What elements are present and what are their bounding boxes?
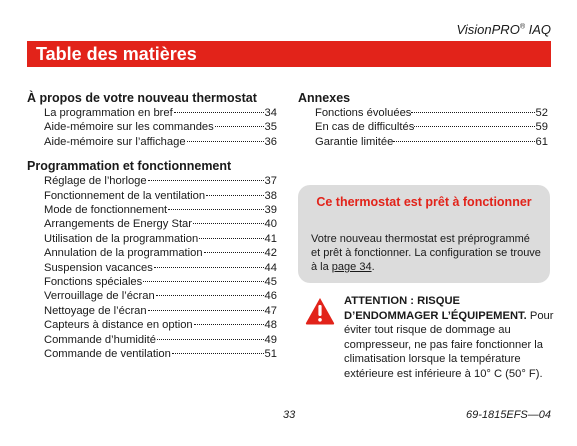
toc-entry-label: Réglage de l’horloge [44, 175, 147, 188]
toc-entry-page: 47 [264, 304, 277, 317]
toc-entry[interactable] [44, 189, 277, 203]
toc-entry-page: 59 [535, 121, 548, 134]
notice-body: Votre nouveau thermostat est préprogrammé et prêt à fonctionner. La configuration se trouve à la page 34. [311, 233, 541, 273]
toc-entry-page: 41 [264, 232, 277, 245]
toc-leader-dots [156, 295, 264, 296]
warning-text [344, 294, 554, 382]
toc-leader-dots [157, 339, 264, 340]
toc-entry[interactable] [44, 275, 277, 289]
toc-entry[interactable] [44, 106, 277, 120]
toc-leader-dots [154, 267, 264, 268]
toc-entry[interactable] [315, 120, 548, 134]
brand-header: VisionPRO® IAQ [456, 22, 551, 37]
ready-notice-box [298, 185, 550, 283]
toc-leader-dots [143, 281, 263, 282]
title-bar [27, 41, 551, 67]
toc-entry-label: Capteurs à distance en option [44, 319, 193, 332]
toc-entry[interactable] [315, 106, 548, 120]
toc-leader-dots [148, 310, 264, 311]
toc-entry-label: Aide-mémoire sur les commandes [44, 121, 214, 134]
toc-leader-dots [194, 324, 264, 325]
toc-entry[interactable] [44, 135, 277, 149]
toc-section-heading: À propos de votre nouveau thermostat [27, 91, 257, 105]
toc-entry-page: 39 [264, 204, 277, 217]
document-number: 69-1815EFS—04 [466, 409, 551, 421]
toc-leader-dots [148, 180, 264, 181]
toc-entry-label: Suspension vacances [44, 261, 153, 274]
toc-entry-label: Commande de ventilation [44, 348, 171, 361]
toc-entry[interactable] [44, 333, 277, 347]
toc-section-heading: Programmation et fonctionnement [27, 159, 232, 174]
toc-entry-label: Mode de fonctionnement [44, 204, 168, 217]
toc-entry[interactable] [44, 120, 277, 134]
warning-heading: ATTENTION : RISQUE D’ENDOMMAGER L’ÉQUIPEMENT. [344, 295, 527, 322]
toc-list [298, 106, 548, 149]
toc-leader-dots [411, 112, 534, 113]
toc-entry-label: Garantie limitée [315, 135, 394, 148]
toc-leader-dots [206, 195, 263, 196]
toc-entry-page: 44 [264, 261, 277, 274]
toc-entry[interactable] [44, 289, 277, 303]
toc-entry-page: 46 [264, 290, 277, 303]
toc-entry-label: Annulation de la programmation [44, 247, 203, 260]
toc-entry-page: 51 [264, 348, 277, 361]
toc-entry[interactable] [315, 135, 548, 149]
toc-entry-label: Nettoyage de l’écran [44, 304, 147, 317]
toc-entry-label: Commande d’humidité [44, 333, 156, 346]
toc-leader-dots [215, 126, 264, 127]
toc-entry[interactable] [44, 261, 277, 275]
toc-entry[interactable] [44, 174, 277, 188]
toc-leader-dots [168, 209, 263, 210]
toc-entry-label: Utilisation de la programmation [44, 232, 199, 245]
toc-entry-label: Fonctions évoluées [315, 107, 412, 119]
toc-entry-page: 34 [264, 107, 277, 119]
toc-entry-page: 42 [264, 247, 277, 260]
toc-section-heading: Annexes [298, 91, 351, 105]
toc-leader-dots [204, 252, 264, 253]
toc-entry-page: 52 [535, 107, 548, 119]
page-number: 33 [283, 409, 296, 421]
toc-entry[interactable] [44, 304, 277, 318]
toc-entry-label: Aide-mémoire sur l’affichage [44, 135, 186, 148]
toc-entry-page: 40 [264, 218, 277, 231]
toc-entry-label: Fonctions spéciales [44, 276, 143, 289]
toc-leader-dots [187, 141, 264, 142]
toc-leader-dots [414, 126, 534, 127]
toc-entry[interactable] [44, 318, 277, 332]
toc-entry-label: En cas de difficultés [315, 121, 415, 134]
toc-leader-dots [174, 112, 264, 113]
toc-leader-dots [172, 353, 264, 354]
toc-list [27, 106, 277, 149]
toc-list [27, 174, 277, 361]
toc-entry-page: 49 [264, 333, 277, 346]
toc-entry[interactable] [44, 217, 277, 231]
page-title: Table des matières [36, 44, 197, 64]
toc-entry[interactable] [44, 203, 277, 217]
toc-entry-label: Verrouillage de l’écran [44, 290, 155, 303]
warning-triangle-icon [305, 297, 335, 325]
toc-leader-dots [199, 238, 263, 239]
toc-right-column [298, 90, 548, 158]
toc-entry-page: 37 [264, 175, 277, 188]
toc-entry-page: 48 [264, 319, 277, 332]
toc-entry-page: 35 [264, 121, 277, 134]
toc-entry-label: La programmation en bref [44, 107, 173, 119]
toc-entry-page: 45 [264, 276, 277, 289]
toc-entry-page: 36 [264, 135, 277, 148]
toc-entry[interactable] [44, 347, 277, 361]
toc-entry[interactable] [44, 232, 277, 246]
toc-entry-page: 38 [264, 189, 277, 202]
toc-leader-dots [393, 141, 534, 142]
toc-leader-dots [193, 223, 264, 224]
toc-left-column [27, 90, 277, 371]
warning-body: Pour éviter tout risque de dommage au compresseur, ne pas faire fonctionner la climatisation lorsque la température extérieure est inférieure à 10° C (50° F). [344, 309, 554, 380]
toc-entry-label: Fonctionnement de la ventilation [44, 189, 206, 202]
toc-entry-label: Arrangements de Energy Star [44, 218, 192, 231]
toc-entry-page: 61 [535, 135, 548, 148]
page-link[interactable]: page 34 [331, 261, 372, 273]
notice-title: Ce thermostat est prêt à fonctionner [316, 195, 532, 209]
toc-entry[interactable] [44, 246, 277, 260]
